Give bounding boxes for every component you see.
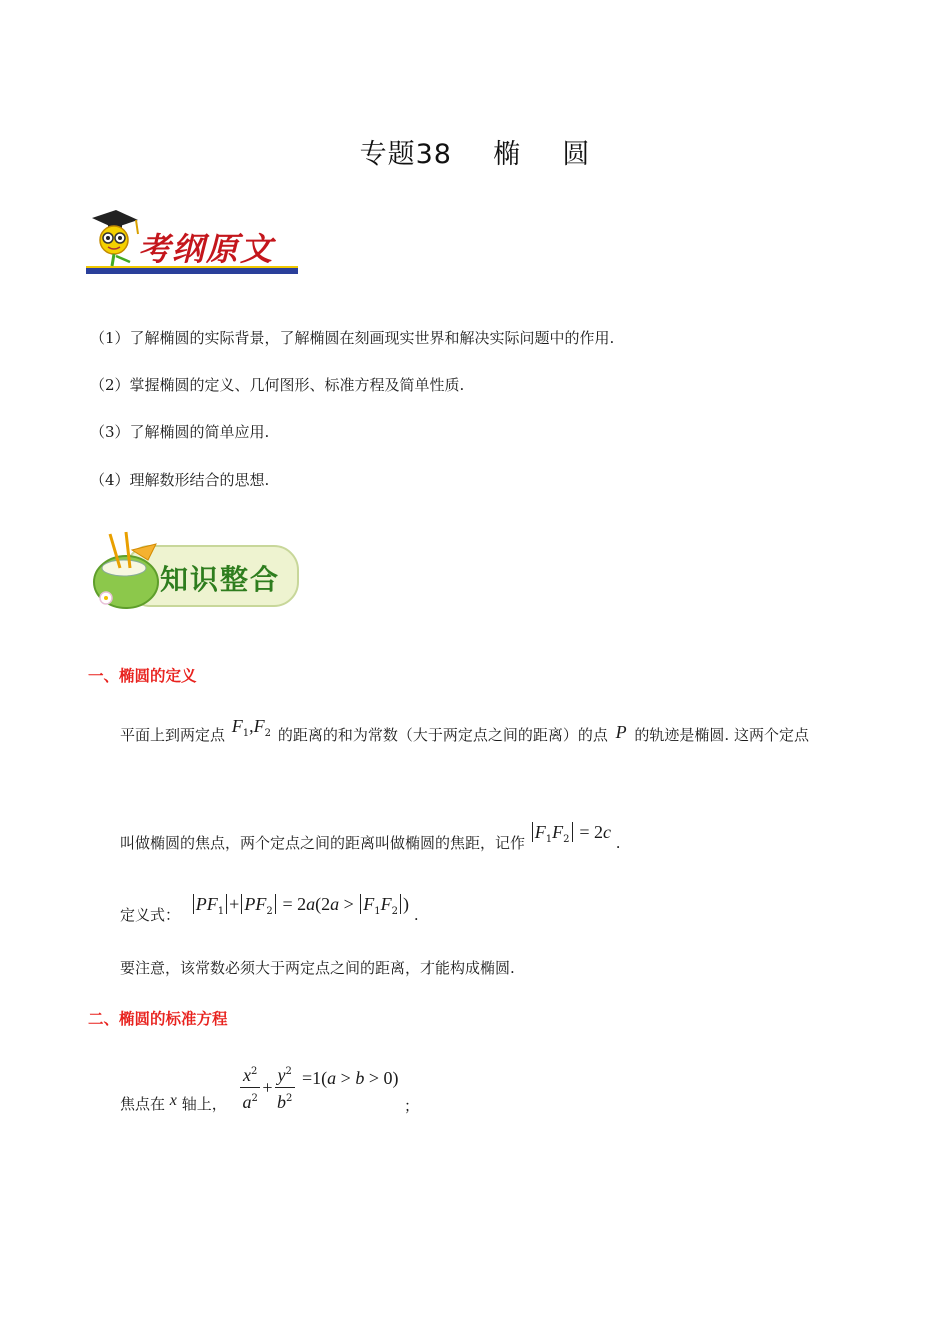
text-segment: 焦点在: [120, 1095, 166, 1113]
formula-focal-distance: $F_1F_2 = 2c$: [530, 824, 616, 842]
text-segment: 轴上，: [181, 1095, 227, 1113]
text-segment: 叫做椭圆的焦点，两个定点之间的距离叫做椭圆的焦距，记作: [120, 834, 526, 852]
section-heading: 二、椭圆的标准方程: [88, 1010, 228, 1028]
text-segment: 的轨迹是椭圆. 这两个定点: [634, 726, 809, 744]
text-segment: .: [615, 834, 621, 852]
equation-end-punct: ；: [404, 1097, 420, 1115]
knowledge-integration-title: 知识整合: [160, 563, 281, 596]
definition-formula-paragraph: [120, 894, 419, 932]
text-segment: .: [413, 906, 419, 924]
formula-foci: $F_1,F_2$: [231, 716, 272, 739]
section-heading: 一、椭圆的定义: [88, 667, 197, 685]
formula-standard-equation: $\frac{x^2}{a^2}$ + $\frac{y^2}{b^2}$ =1(a > b > 0): [238, 1062, 398, 1114]
definition-paragraph: [120, 716, 809, 752]
formula-point-p: P: [615, 722, 627, 742]
standard-equation-paragraph: [120, 1094, 227, 1115]
exam-outline-title: 考纲原文: [138, 230, 275, 268]
objective-item: （1）了解椭圆的实际背景，了解椭圆在刻画现实世界和解决实际问题中的作用.: [90, 329, 615, 347]
fraction-x-over-a: $\frac{x^2}{a^2}$: [240, 1062, 260, 1114]
title-topic-b: 圆: [562, 139, 591, 170]
objective-item: （2）掌握椭圆的定义、几何图形、标准方程及简单性质.: [90, 376, 465, 394]
title-main: 专题38: [359, 139, 452, 170]
text-segment: 平面上到两定点: [120, 726, 226, 744]
formula-definition: $PF_1 + PF_2 = 2a(2a > F_1F_2$ ): [191, 896, 414, 914]
title-topic-a: 椭: [493, 139, 522, 170]
fraction-y-over-b: $\frac{y^2}{b^2}$: [275, 1062, 295, 1114]
page-title: [0, 132, 950, 171]
formula-variable-x: x: [169, 1092, 177, 1109]
focal-distance-paragraph: [120, 822, 621, 860]
note-paragraph: 要注意，该常数必须大于两定点之间的距离，才能构成椭圆.: [120, 959, 515, 977]
text-segment: 定义式：: [120, 906, 181, 924]
exam-outline-banner: [86, 208, 300, 280]
knowledge-integration-banner: [86, 528, 304, 614]
text-segment: 的距离的和为常数（大于两定点之间的距离）的点: [277, 726, 608, 744]
objective-item: （4）理解数形结合的思想.: [90, 471, 270, 489]
objective-item: （3）了解椭圆的简单应用.: [90, 423, 270, 441]
